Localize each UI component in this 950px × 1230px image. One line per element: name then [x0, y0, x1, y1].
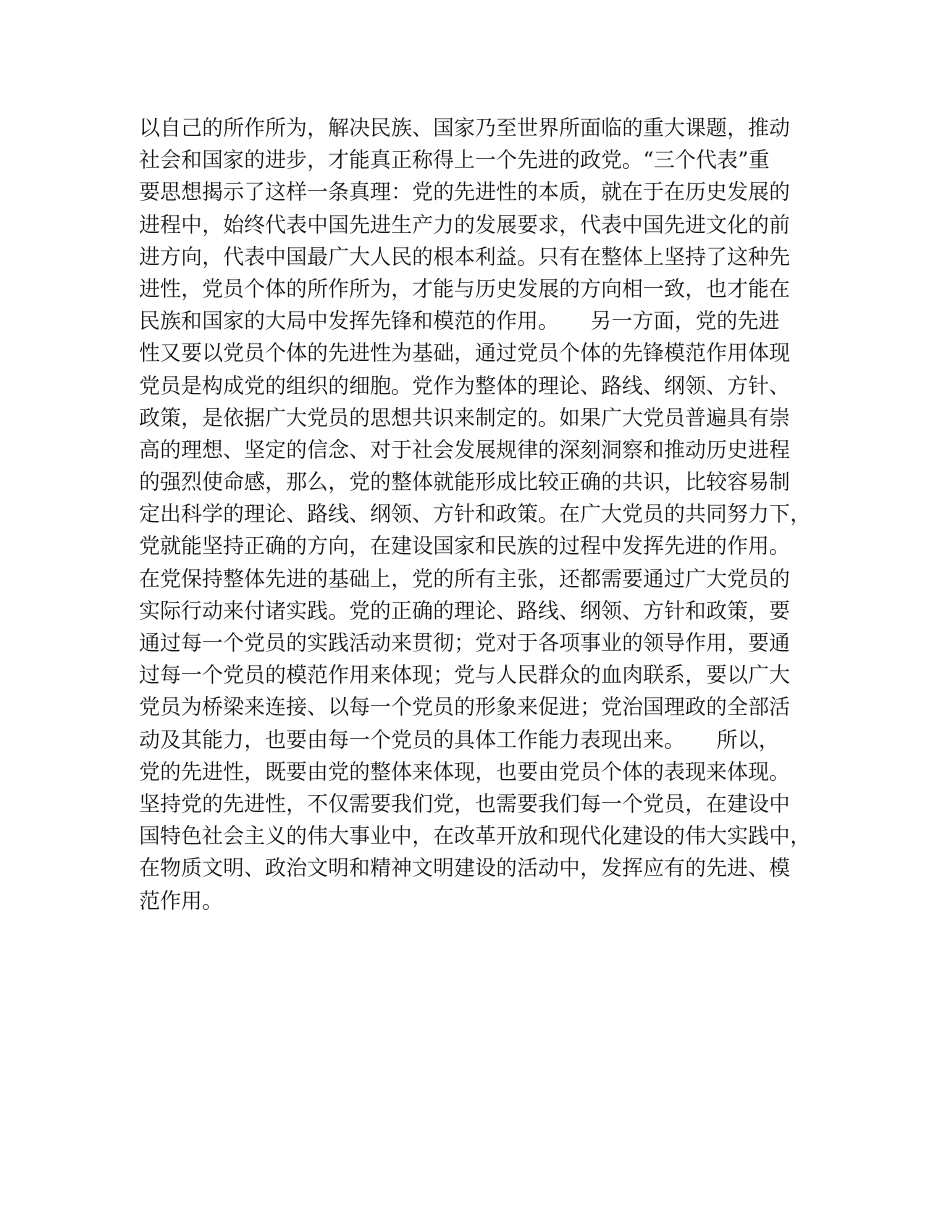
text-line: 国特色社会主义的伟大事业中，在改革开放和现代化建设的伟大实践中，	[139, 824, 811, 849]
text-line: 高的理想、坚定的信念、对于社会发展规律的深刻洞察和推动历史进程	[139, 437, 790, 462]
text-line: 实际行动来付诸实践。党的正确的理论、路线、纲领、方针和政策，要	[139, 598, 790, 623]
text-line: 范作用。	[139, 888, 223, 913]
text-line: 党就能坚持正确的方向，在建设国家和民族的过程中发挥先进的作用。	[139, 534, 790, 559]
text-line: 定出科学的理论、路线、纲领、方针和政策。在广大党员的共同努力下，	[139, 502, 811, 527]
text-line: 政策，是依据广大党员的思想共识来制定的。如果广大党员普遍具有崇	[139, 405, 790, 430]
text-line: 在物质文明、政治文明和精神文明建设的活动中，发挥应有的先进、模	[139, 856, 790, 881]
text-line: 性又要以党员个体的先进性为基础，通过党员个体的先锋模范作用体现	[139, 341, 790, 366]
text-line: 民族和国家的大局中发挥先锋和模范的作用。 另一方面，党的先进	[139, 309, 780, 334]
text-line: 动及其能力，也要由每一个党员的具体工作能力表现出来。 所以，	[139, 727, 780, 752]
text-line: 社会和国家的进步，才能真正称得上一个先进的政党。“三个代表”重	[139, 148, 770, 173]
text-line: 在党保持整体先进的基础上，党的所有主张，还都需要通过广大党员的	[139, 566, 790, 591]
text-line: 进程中，始终代表中国先进生产力的发展要求，代表中国先进文化的前	[139, 212, 790, 237]
text-line: 通过每一个党员的实践活动来贯彻；党对于各项事业的领导作用，要通	[139, 631, 790, 655]
text-line: 要思想揭示了这样一条真理：党的先进性的本质，就在于在历史发展的	[139, 180, 790, 205]
text-line: 进性，党员个体的所作所为，才能与历史发展的方向相一致，也才能在	[139, 276, 790, 301]
text-line: 党的先进性，既要由党的整体来体现，也要由党员个体的表现来体现。	[139, 759, 790, 784]
text-line: 的强烈使命感，那么，党的整体就能形成比较正确的共识，比较容易制	[139, 470, 790, 495]
text-line: 党员是构成党的组织的细胞。党作为整体的理论、路线、纲领、方针、	[139, 373, 790, 398]
text-line: 进方向，代表中国最广大人民的根本利益。只有在整体上坚持了这种先	[139, 244, 790, 269]
text-line: 以自己的所作所为，解决民族、国家乃至世界所面临的重大课题，推动	[139, 116, 790, 140]
body-text	[139, 112, 829, 917]
text-line: 坚持党的先进性，不仅需要我们党，也需要我们每一个党员，在建设中	[139, 791, 790, 816]
text-line: 过每一个党员的模范作用来体现；党与人民群众的血肉联系，要以广大	[139, 663, 790, 688]
text-line: 党员为桥梁来连接、以每一个党员的形象来促进；党治国理政的全部活	[139, 695, 790, 720]
